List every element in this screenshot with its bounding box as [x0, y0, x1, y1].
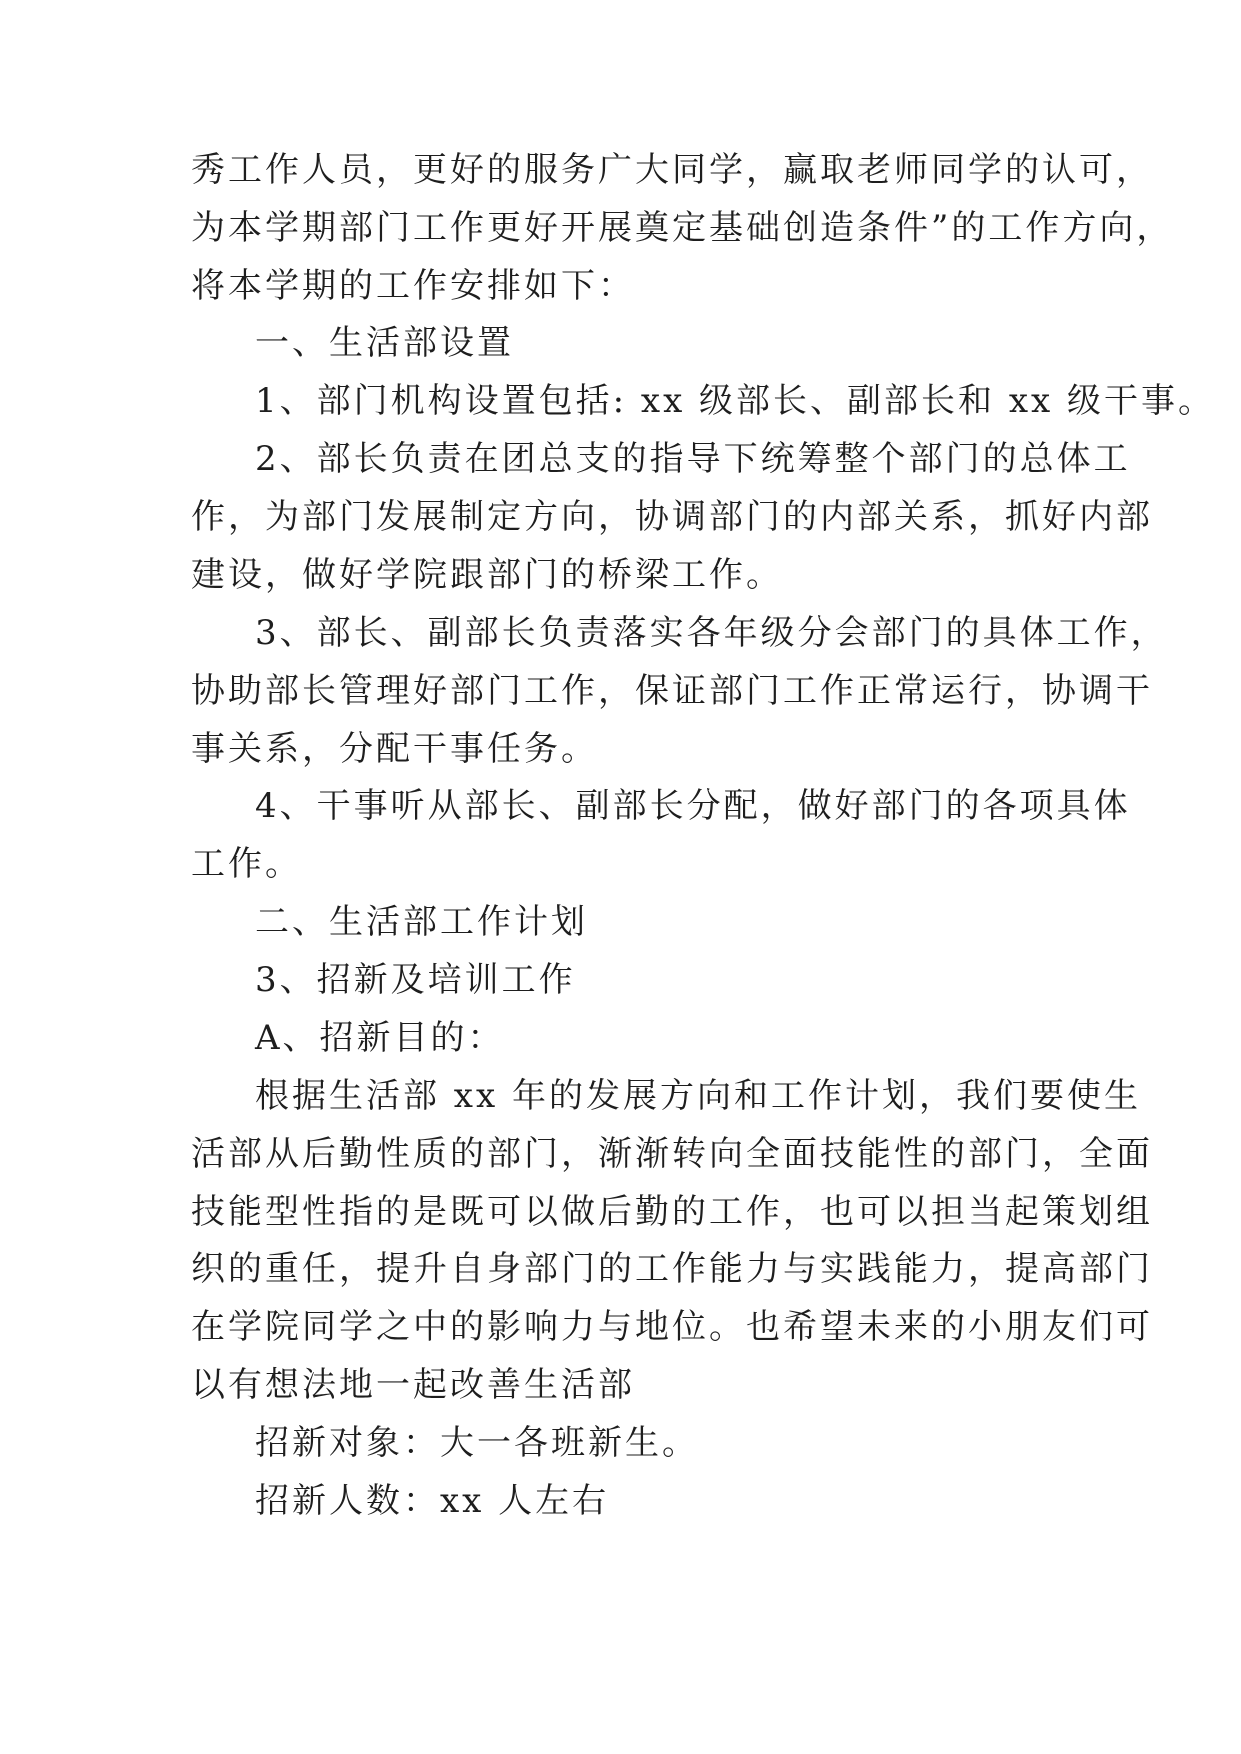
text-line: 为本学期部门工作更好开展奠定基础创造条件”的工作方向，: [191, 208, 1174, 248]
section-heading: 一、生活部设置: [255, 323, 514, 363]
text-line: 根据生活部 xx 年的发展方向和工作计划，我们要使生: [255, 1076, 1141, 1116]
text-line: 以有想法地一起改善生活部: [191, 1365, 635, 1405]
text-line: 3、部长、副部长负责落实各年级分会部门的具体工作，: [255, 613, 1168, 653]
text-line: 协助部长管理好部门工作，保证部门工作正常运行，协调干: [191, 671, 1153, 711]
text-line: 秀工作人员，更好的服务广大同学，赢取老师同学的认可，: [191, 150, 1153, 190]
text-line: 2、部长负责在团总支的指导下统筹整个部门的总体工: [255, 439, 1131, 479]
text-line: 建设，做好学院跟部门的桥梁工作。: [191, 555, 783, 595]
text-line: 4、干事听从部长、副部长分配，做好部门的各项具体: [255, 786, 1131, 826]
text-line: 将本学期的工作安排如下：: [191, 266, 635, 306]
text-line: 1、部门机构设置包括: xx 级部长、副部长和 xx 级干事。: [255, 381, 1216, 421]
text-line: 工作。: [191, 844, 302, 884]
text-line: A、招新目的：: [255, 1018, 505, 1058]
text-line: 事关系，分配干事任务。: [191, 729, 598, 769]
text-line: 在学院同学之中的影响力与地位。也希望未来的小朋友们可: [191, 1307, 1153, 1347]
subsection-heading: 3、招新及培训工作: [255, 960, 576, 1000]
text-line: 织的重任，提升自身部门的工作能力与实践能力，提高部门: [191, 1249, 1153, 1289]
text-line: 技能型性指的是既可以做后勤的工作，也可以担当起策划组: [191, 1192, 1153, 1232]
text-line: 招新对象：大一各班新生。: [255, 1423, 699, 1463]
section-heading: 二、生活部工作计划: [255, 902, 588, 942]
text-line: 招新人数：xx 人左右: [255, 1481, 610, 1521]
text-line: 活部从后勤性质的部门，渐渐转向全面技能性的部门，全面: [191, 1134, 1153, 1174]
text-line: 作，为部门发展制定方向，协调部门的内部关系，抓好内部: [191, 497, 1153, 537]
